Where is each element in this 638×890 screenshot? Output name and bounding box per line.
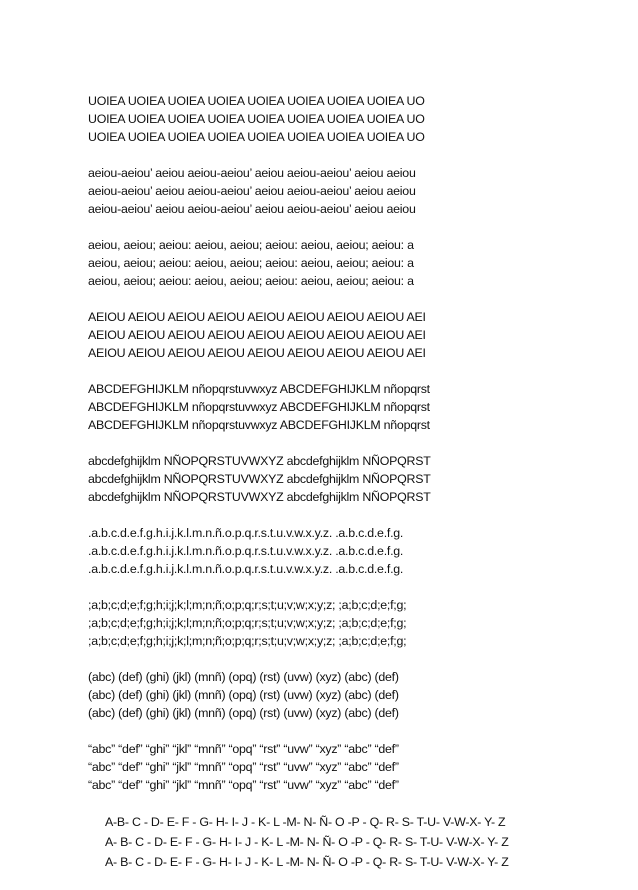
text-line: .a.b.c.d.e.f.g.h.i.j.k.l.m.n.ñ.o.p.q.r.s.t.u.v.w.x.y.z. .a.b.c.d.e.f.g.: [88, 544, 404, 558]
text-line: abcdefghijklm NÑOPQRSTUVWXYZ abcdefghijklm NÑOPQRST: [88, 472, 431, 486]
mixed-alphabet-lower-first-block: [88, 452, 608, 506]
text-line: aeiou, aeiou; aeiou: aeiou, aeiou; aeiou: aeiou, aeiou; aeiou: a: [88, 256, 414, 270]
text-line: abcdefghijklm NÑOPQRSTUVWXYZ abcdefghijklm NÑOPQRST: [88, 490, 431, 504]
text-line: A-B- C - D- E- F - G- H- I- J - K- L -M- N- Ñ- O -P - Q- R- S- T-U- V-W-X- Y- Z: [105, 815, 506, 829]
mixed-alphabet-upper-first-block: [88, 380, 608, 434]
text-line: AEIOU AEIOU AEIOU AEIOU AEIOU AEIOU AEIOU AEIOU AEI: [88, 346, 426, 360]
text-line: aeiou, aeiou; aeiou: aeiou, aeiou; aeiou: aeiou, aeiou; aeiou: a: [88, 238, 414, 252]
text-line: (abc) (def) (ghi) (jkl) (mnñ) (opq) (rst) (uvw) (xyz) (abc) (def): [88, 670, 399, 684]
text-line: aeiou, aeiou; aeiou: aeiou, aeiou; aeiou: aeiou, aeiou; aeiou: a: [88, 274, 414, 288]
quoted-groups-block: [88, 740, 608, 794]
text-line: .a.b.c.d.e.f.g.h.i.j.k.l.m.n.ñ.o.p.q.r.s.t.u.v.w.x.y.z. .a.b.c.d.e.f.g.: [88, 526, 404, 540]
text-line: AEIOU AEIOU AEIOU AEIOU AEIOU AEIOU AEIOU AEIOU AEI: [88, 310, 426, 324]
text-line: aeiou-aeiou’ aeiou aeiou-aeiou’ aeiou aeiou-aeiou’ aeiou aeiou: [88, 184, 416, 198]
semicolon-alphabet-block: [88, 596, 608, 650]
hyphenated-uppercase-alphabet-block: [88, 812, 608, 872]
uppercase-aeiou-block: [88, 308, 608, 362]
text-line: ;a;b;c;d;e;f;g;h;i;j;k;l;m;n;ñ;o;p;q;r;s;t;u;v;w;x;y;z; ;a;b;c;d;e;f;g;: [88, 616, 407, 630]
text-line: aeiou-aeiou’ aeiou aeiou-aeiou’ aeiou aeiou-aeiou’ aeiou aeiou: [88, 166, 416, 180]
text-line: UOIEA UOIEA UOIEA UOIEA UOIEA UOIEA UOIEA UOIEA UO: [88, 94, 425, 108]
text-line: ;a;b;c;d;e;f;g;h;i;j;k;l;m;n;ñ;o;p;q;r;s;t;u;v;w;x;y;z; ;a;b;c;d;e;f;g;: [88, 598, 407, 612]
text-line: ABCDEFGHIJKLM nñopqrstuvwxyz ABCDEFGHIJKLM nñopqrst: [88, 400, 430, 414]
dotted-alphabet-block: [88, 524, 608, 578]
punctuated-vowels-block: [88, 236, 608, 290]
text-line: UOIEA UOIEA UOIEA UOIEA UOIEA UOIEA UOIEA UOIEA UO: [88, 112, 425, 126]
text-line: .a.b.c.d.e.f.g.h.i.j.k.l.m.n.ñ.o.p.q.r.s.t.u.v.w.x.y.z. .a.b.c.d.e.f.g.: [88, 562, 404, 576]
document-page: [88, 92, 608, 890]
parenthesized-groups-block: [88, 668, 608, 722]
text-line: (abc) (def) (ghi) (jkl) (mnñ) (opq) (rst) (uvw) (xyz) (abc) (def): [88, 688, 399, 702]
uppercase-vowels-block: [88, 92, 608, 146]
text-line: AEIOU AEIOU AEIOU AEIOU AEIOU AEIOU AEIOU AEIOU AEI: [88, 328, 426, 342]
hyphenated-vowels-block: [88, 164, 608, 218]
text-line: ABCDEFGHIJKLM nñopqrstuvwxyz ABCDEFGHIJKLM nñopqrst: [88, 418, 430, 432]
text-line: “abc” “def” “ghi” “jkl” “mnñ” “opq” “rst” “uvw” “xyz” “abc” “def”: [88, 742, 399, 756]
text-line: A- B- C - D- E- F - G- H- I- J - K- L -M- N- Ñ- O -P - Q- R- S- T-U- V-W-X- Y- Z: [105, 835, 509, 849]
text-line: (abc) (def) (ghi) (jkl) (mnñ) (opq) (rst) (uvw) (xyz) (abc) (def): [88, 706, 399, 720]
text-line: “abc” “def” “ghi” “jkl” “mnñ” “opq” “rst” “uvw” “xyz” “abc” “def”: [88, 778, 399, 792]
text-line: aeiou-aeiou’ aeiou aeiou-aeiou’ aeiou aeiou-aeiou’ aeiou aeiou: [88, 202, 416, 216]
text-line: ABCDEFGHIJKLM nñopqrstuvwxyz ABCDEFGHIJKLM nñopqrst: [88, 382, 430, 396]
text-line: ;a;b;c;d;e;f;g;h;i;j;k;l;m;n;ñ;o;p;q;r;s;t;u;v;w;x;y;z; ;a;b;c;d;e;f;g;: [88, 634, 407, 648]
text-line: A- B- C - D- E- F - G- H- I- J - K- L -M- N- Ñ- O -P - Q- R- S- T-U- V-W-X- Y- Z: [105, 855, 509, 869]
text-line: abcdefghijklm NÑOPQRSTUVWXYZ abcdefghijklm NÑOPQRST: [88, 454, 431, 468]
text-line: UOIEA UOIEA UOIEA UOIEA UOIEA UOIEA UOIEA UOIEA UO: [88, 130, 425, 144]
text-line: “abc” “def” “ghi” “jkl” “mnñ” “opq” “rst” “uvw” “xyz” “abc” “def”: [88, 760, 399, 774]
